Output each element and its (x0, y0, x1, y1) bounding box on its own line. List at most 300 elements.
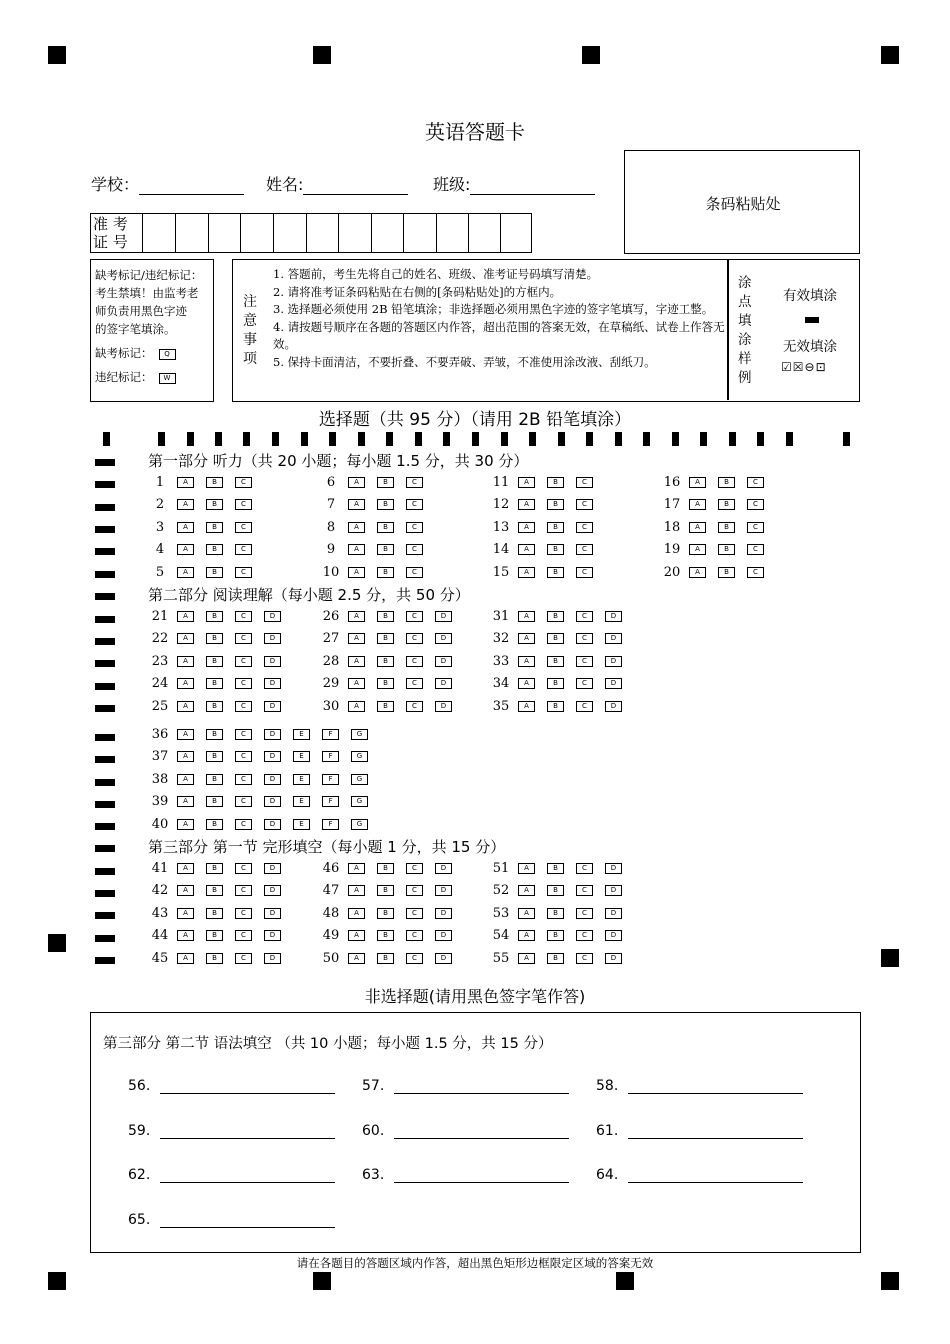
answer-bubble[interactable]: A (689, 567, 706, 578)
question-row (143, 540, 264, 560)
answer-bubble[interactable]: G (351, 796, 368, 807)
question-row (143, 904, 293, 924)
answer-bubble[interactable]: D (605, 953, 622, 964)
answer-bubble[interactable]: B (206, 656, 223, 667)
answer-bubble[interactable]: C (235, 930, 252, 941)
answer-bubble[interactable]: C (406, 885, 423, 896)
answer-bubble[interactable]: B (547, 611, 564, 622)
answer-bubble[interactable]: E (293, 729, 310, 740)
answer-bubble[interactable]: D (605, 701, 622, 712)
answer-bubble[interactable]: D (435, 863, 452, 874)
answer-bubble[interactable]: G (351, 819, 368, 830)
answer-bubble[interactable]: A (518, 611, 535, 622)
answer-bubble[interactable]: B (547, 885, 564, 896)
answer-bubble[interactable]: A (177, 633, 194, 644)
question-number: 2 (155, 497, 165, 513)
answer-bubble[interactable]: A (348, 863, 365, 874)
answer-bubble[interactable]: C (406, 908, 423, 919)
answer-bubble[interactable]: A (348, 567, 365, 578)
answer-bubble[interactable]: A (518, 567, 535, 578)
answer-bubble[interactable]: F (322, 819, 339, 830)
answer-bubble[interactable]: C (576, 544, 593, 555)
answer-bubble[interactable]: A (177, 567, 194, 578)
answer-bubble[interactable]: A (689, 522, 706, 533)
question-number: 18 (663, 519, 681, 535)
answer-bubble[interactable]: A (348, 930, 365, 941)
timing-mark (95, 845, 115, 852)
valid-fill-sample (805, 317, 819, 323)
answer-bubble[interactable]: C (747, 522, 764, 533)
violation-mark-bubble[interactable]: W (159, 373, 176, 384)
answer-bubble[interactable]: A (177, 678, 194, 689)
question-row (655, 495, 776, 515)
answer-bubble[interactable]: E (293, 774, 310, 785)
answer-bubble[interactable]: D (435, 656, 452, 667)
notice-item: 2. 请将准考证条码粘贴在右侧的[条码粘贴处]的方框内。 (273, 284, 562, 299)
answer-bubble[interactable]: B (377, 930, 394, 941)
answer-bubble[interactable]: C (235, 885, 252, 896)
answer-bubble[interactable]: D (264, 611, 281, 622)
question-row (484, 518, 605, 538)
answer-bubble[interactable]: B (206, 522, 223, 533)
answer-bubble[interactable]: B (547, 701, 564, 712)
answer-bubble[interactable]: C (406, 953, 423, 964)
answer-bubble[interactable]: A (177, 930, 194, 941)
answer-bubble[interactable]: C (235, 751, 252, 762)
question-number: 42 (151, 883, 169, 899)
answer-bubble[interactable]: A (518, 908, 535, 919)
answer-bubble[interactable]: A (518, 885, 535, 896)
answer-bubble[interactable]: C (406, 499, 423, 510)
answer-bubble[interactable]: C (406, 656, 423, 667)
answer-bubble[interactable]: C (406, 544, 423, 555)
answer-bubble[interactable]: B (206, 633, 223, 644)
answer-bubble[interactable]: A (177, 656, 194, 667)
answer-bubble[interactable]: B (377, 522, 394, 533)
question-number: 53 (492, 905, 510, 921)
answer-bubble[interactable]: A (177, 729, 194, 740)
answer-bubble[interactable]: B (718, 567, 735, 578)
answer-bubble[interactable]: D (264, 729, 281, 740)
answer-bubble[interactable]: A (177, 908, 194, 919)
answer-bubble[interactable]: C (406, 522, 423, 533)
answer-bubble[interactable]: C (406, 567, 423, 578)
answer-bubble[interactable]: C (576, 499, 593, 510)
question-number: 33 (492, 653, 510, 669)
answer-bubble[interactable]: A (518, 656, 535, 667)
answer-bubble[interactable]: B (377, 567, 394, 578)
answer-bubble[interactable]: D (605, 633, 622, 644)
answer-bubble[interactable]: B (547, 499, 564, 510)
timing-mark (95, 912, 115, 919)
answer-bubble[interactable]: B (547, 522, 564, 533)
question-row (484, 495, 605, 515)
answer-bubble[interactable]: C (235, 863, 252, 874)
answer-bubble[interactable]: B (547, 930, 564, 941)
answer-bubble[interactable]: B (206, 751, 223, 762)
answer-bubble[interactable]: A (518, 499, 535, 510)
timing-mark (586, 432, 593, 446)
answer-bubble[interactable]: D (264, 701, 281, 712)
answer-bubble[interactable]: C (576, 953, 593, 964)
answer-bubble[interactable]: C (576, 633, 593, 644)
answer-bubble[interactable]: A (348, 611, 365, 622)
question-row (143, 495, 264, 515)
question-row (314, 629, 464, 649)
answer-bubble[interactable]: D (264, 678, 281, 689)
answer-bubble[interactable]: C (235, 678, 252, 689)
answer-bubble[interactable]: B (206, 499, 223, 510)
answer-line[interactable] (128, 1123, 335, 1139)
answer-line[interactable] (128, 1078, 335, 1094)
answer-bubble[interactable]: A (177, 863, 194, 874)
nonchoice-box (90, 1012, 861, 1253)
answer-bubble[interactable]: A (177, 522, 194, 533)
answer-bubble[interactable]: B (206, 678, 223, 689)
notice-item: 1. 答题前，考生先将自己的姓名、班级、准考证号码填写清楚。 (273, 267, 599, 281)
answer-bubble[interactable]: C (235, 819, 252, 830)
answer-bubble[interactable]: G (351, 751, 368, 762)
answer-bubble[interactable]: A (177, 885, 194, 896)
answer-bubble[interactable]: A (348, 656, 365, 667)
absent-mark-box (90, 259, 214, 402)
position-mark (881, 1272, 899, 1290)
school-label: 学校： (91, 175, 140, 194)
answer-bubble[interactable]: B (547, 633, 564, 644)
answer-bubble[interactable]: C (576, 522, 593, 533)
answer-bubble[interactable]: A (177, 774, 194, 785)
answer-bubble[interactable]: C (747, 499, 764, 510)
answer-bubble[interactable]: A (689, 544, 706, 555)
answer-bubble[interactable]: A (348, 953, 365, 964)
timing-mark (95, 638, 115, 645)
answer-bubble[interactable]: B (206, 908, 223, 919)
answer-bubble[interactable]: C (235, 611, 252, 622)
question-row (143, 949, 293, 969)
answer-bubble[interactable]: D (605, 863, 622, 874)
answer-bubble[interactable]: A (518, 930, 535, 941)
answer-bubble[interactable]: A (518, 544, 535, 555)
valid-fill-label: 有效填涂 (783, 288, 837, 304)
answer-bubble[interactable]: B (206, 863, 223, 874)
answer-bubble[interactable]: C (406, 633, 423, 644)
answer-bubble[interactable]: A (348, 908, 365, 919)
answer-bubble[interactable]: A (689, 477, 706, 488)
answer-bubble[interactable]: C (406, 863, 423, 874)
answer-number: 65. (128, 1212, 151, 1228)
answer-bubble[interactable]: C (406, 701, 423, 712)
answer-bubble[interactable]: D (435, 930, 452, 941)
answer-bubble[interactable]: A (348, 885, 365, 896)
answer-bubble[interactable]: B (206, 477, 223, 488)
answer-bubble[interactable]: D (605, 656, 622, 667)
answer-bubble[interactable]: C (235, 701, 252, 712)
answer-bubble[interactable]: D (264, 863, 281, 874)
answer-bubble[interactable]: A (348, 499, 365, 510)
question-number: 52 (492, 883, 510, 899)
answer-bubble[interactable]: C (235, 774, 252, 785)
answer-bubble[interactable]: D (435, 908, 452, 919)
answer-bubble[interactable]: C (235, 656, 252, 667)
timing-mark (95, 481, 115, 488)
answer-bubble[interactable]: D (435, 678, 452, 689)
answer-bubble[interactable]: C (235, 522, 252, 533)
answer-bubble[interactable]: C (235, 477, 252, 488)
answer-bubble[interactable]: A (177, 499, 194, 510)
question-number: 55 (492, 950, 510, 966)
answer-bubble[interactable]: D (264, 885, 281, 896)
answer-bubble[interactable]: B (547, 544, 564, 555)
answer-line[interactable] (128, 1212, 335, 1228)
answer-bubble[interactable]: B (377, 863, 394, 874)
absent-mark-bubble[interactable]: Q (159, 349, 176, 360)
answer-bubble[interactable]: A (177, 701, 194, 712)
answer-line[interactable] (362, 1123, 569, 1139)
question-row (484, 674, 634, 694)
position-mark (881, 46, 899, 64)
answer-bubble[interactable]: C (576, 701, 593, 712)
answer-bubble[interactable]: B (547, 656, 564, 667)
class-field[interactable] (433, 172, 595, 195)
question-number: 23 (151, 653, 169, 669)
answer-bubble[interactable]: B (377, 544, 394, 555)
answer-bubble[interactable]: F (322, 729, 339, 740)
timing-mark (95, 957, 115, 964)
question-number: 31 (492, 609, 510, 624)
answer-bubble[interactable]: B (377, 678, 394, 689)
question-row (314, 881, 464, 901)
answer-bubble[interactable]: D (264, 796, 281, 807)
answer-bubble[interactable]: F (322, 751, 339, 762)
question-number: 45 (151, 950, 169, 966)
answer-line[interactable] (128, 1167, 335, 1183)
answer-bubble[interactable]: E (293, 819, 310, 830)
question-row (143, 747, 380, 767)
answer-bubble[interactable]: B (547, 567, 564, 578)
answer-bubble[interactable]: C (576, 930, 593, 941)
nonchoice-title: 非选择题(请用黑色签字笔作答) (364, 987, 586, 1006)
answer-bubble[interactable]: C (576, 477, 593, 488)
answer-bubble[interactable]: E (293, 796, 310, 807)
answer-bubble[interactable]: B (206, 701, 223, 712)
answer-bubble[interactable]: B (718, 477, 735, 488)
answer-bubble[interactable]: C (406, 477, 423, 488)
answer-bubble[interactable]: D (264, 751, 281, 762)
answer-bubble[interactable]: D (435, 633, 452, 644)
answer-bubble[interactable]: F (322, 774, 339, 785)
answer-bubble[interactable]: A (177, 611, 194, 622)
answer-bubble[interactable]: A (348, 544, 365, 555)
answer-bubble[interactable]: C (747, 567, 764, 578)
answer-bubble[interactable]: C (235, 499, 252, 510)
answer-bubble[interactable]: B (547, 678, 564, 689)
timing-mark (243, 432, 250, 446)
question-row (143, 518, 264, 538)
answer-bubble[interactable]: A (177, 544, 194, 555)
question-row (143, 607, 293, 627)
answer-bubble[interactable]: B (206, 567, 223, 578)
answer-bubble[interactable]: F (322, 796, 339, 807)
class-label: 班级: (433, 175, 471, 194)
position-mark (48, 934, 66, 952)
answer-bubble[interactable]: B (718, 499, 735, 510)
answer-bubble[interactable]: C (235, 796, 252, 807)
answer-bubble[interactable]: A (689, 499, 706, 510)
question-row (484, 652, 634, 672)
answer-bubble[interactable]: A (518, 477, 535, 488)
answer-line[interactable] (596, 1167, 803, 1183)
answer-bubble[interactable]: B (206, 796, 223, 807)
answer-bubble[interactable]: B (206, 930, 223, 941)
answer-bubble[interactable]: C (747, 477, 764, 488)
answer-bubble[interactable]: A (518, 678, 535, 689)
answer-bubble[interactable]: A (177, 953, 194, 964)
answer-bubble[interactable]: D (264, 953, 281, 964)
question-row (484, 859, 634, 879)
answer-bubble[interactable]: D (605, 885, 622, 896)
answer-bubble[interactable]: B (547, 908, 564, 919)
answer-bubble[interactable]: D (605, 678, 622, 689)
answer-bubble[interactable]: A (177, 751, 194, 762)
answer-bubble[interactable]: B (377, 908, 394, 919)
answer-bubble[interactable]: B (718, 544, 735, 555)
answer-bubble[interactable]: G (351, 729, 368, 740)
answer-bubble[interactable]: B (377, 953, 394, 964)
answer-bubble[interactable]: B (547, 477, 564, 488)
answer-bubble[interactable]: D (605, 611, 622, 622)
answer-number: 64. (596, 1167, 619, 1183)
answer-bubble[interactable]: C (576, 908, 593, 919)
answer-bubble[interactable]: D (605, 908, 622, 919)
answer-bubble[interactable]: D (264, 774, 281, 785)
answer-bubble[interactable]: A (518, 863, 535, 874)
answer-bubble[interactable]: A (348, 701, 365, 712)
answer-bubble[interactable]: B (377, 656, 394, 667)
answer-bubble[interactable]: C (406, 611, 423, 622)
question-number: 16 (663, 475, 681, 490)
answer-bubble[interactable]: C (235, 908, 252, 919)
answer-bubble[interactable]: C (235, 567, 252, 578)
answer-bubble[interactable]: D (435, 611, 452, 622)
answer-bubble[interactable]: A (518, 633, 535, 644)
answer-bubble[interactable]: C (576, 567, 593, 578)
answer-bubble[interactable]: A (518, 522, 535, 533)
answer-number: 56. (128, 1078, 151, 1094)
barcode-area (624, 150, 860, 254)
answer-bubble[interactable]: B (206, 953, 223, 964)
question-row (484, 607, 634, 627)
question-number: 54 (492, 928, 510, 944)
answer-bubble[interactable]: D (264, 819, 281, 830)
question-row (484, 949, 634, 969)
answer-bubble[interactable]: A (348, 477, 365, 488)
answer-bubble[interactable]: B (377, 477, 394, 488)
answer-bubble[interactable]: D (264, 656, 281, 667)
answer-bubble[interactable]: C (235, 544, 252, 555)
answer-bubble[interactable]: G (351, 774, 368, 785)
answer-bubble[interactable]: D (435, 953, 452, 964)
answer-bubble[interactable]: A (518, 953, 535, 964)
answer-bubble[interactable]: D (435, 701, 452, 712)
answer-number: 57. (362, 1078, 385, 1094)
example-label-char: 样 (738, 351, 752, 367)
answer-bubble[interactable]: D (264, 930, 281, 941)
answer-bubble[interactable]: B (377, 499, 394, 510)
question-row (143, 725, 380, 745)
answer-bubble[interactable]: A (348, 678, 365, 689)
timing-mark (700, 432, 707, 446)
timing-mark (95, 683, 115, 690)
answer-bubble[interactable]: E (293, 751, 310, 762)
answer-bubble[interactable]: A (518, 701, 535, 712)
answer-bubble[interactable]: D (435, 885, 452, 896)
answer-bubble[interactable]: C (576, 656, 593, 667)
answer-bubble[interactable]: B (206, 819, 223, 830)
name-field[interactable] (266, 172, 408, 195)
answer-bubble[interactable]: C (576, 611, 593, 622)
example-label-char: 例 (738, 370, 752, 386)
timing-mark (472, 432, 479, 446)
timing-mark (187, 432, 194, 446)
answer-bubble[interactable]: C (406, 678, 423, 689)
answer-bubble[interactable]: C (576, 678, 593, 689)
answer-bubble[interactable]: C (235, 729, 252, 740)
answer-bubble[interactable]: B (377, 885, 394, 896)
answer-bubble[interactable]: B (206, 544, 223, 555)
question-number: 38 (151, 771, 169, 787)
answer-bubble[interactable]: D (264, 633, 281, 644)
answer-bubble[interactable]: B (377, 701, 394, 712)
answer-bubble[interactable]: B (718, 522, 735, 533)
answer-bubble[interactable]: C (406, 930, 423, 941)
question-row (143, 815, 380, 835)
notice-label-char: 注 (243, 294, 257, 310)
answer-bubble[interactable]: B (547, 953, 564, 964)
timing-mark (272, 432, 279, 446)
answer-bubble[interactable]: A (348, 522, 365, 533)
answer-bubble[interactable]: B (206, 611, 223, 622)
answer-bubble[interactable]: A (348, 633, 365, 644)
timing-mark (95, 526, 115, 533)
answer-bubble[interactable]: B (547, 863, 564, 874)
answer-line[interactable] (362, 1078, 569, 1094)
answer-bubble[interactable]: C (747, 544, 764, 555)
answer-bubble[interactable]: A (177, 796, 194, 807)
answer-bubble[interactable]: A (177, 477, 194, 488)
answer-bubble[interactable]: B (206, 729, 223, 740)
school-field[interactable] (91, 172, 244, 195)
answer-bubble[interactable]: B (206, 885, 223, 896)
answer-line[interactable] (596, 1078, 803, 1094)
question-row (143, 473, 264, 493)
answer-line[interactable] (596, 1123, 803, 1139)
timing-mark (501, 432, 508, 446)
answer-bubble[interactable]: A (177, 819, 194, 830)
answer-bubble[interactable]: C (576, 863, 593, 874)
answer-bubble[interactable]: C (235, 633, 252, 644)
answer-bubble[interactable]: B (206, 774, 223, 785)
answer-line[interactable] (362, 1167, 569, 1183)
answer-bubble[interactable]: D (264, 908, 281, 919)
answer-bubble[interactable]: D (605, 930, 622, 941)
timing-mark (95, 705, 115, 712)
question-number: 5 (155, 564, 165, 580)
question-row (314, 904, 464, 924)
answer-bubble[interactable]: C (576, 885, 593, 896)
answer-bubble[interactable]: C (235, 953, 252, 964)
answer-bubble[interactable]: B (377, 611, 394, 622)
answer-bubble[interactable]: B (377, 633, 394, 644)
